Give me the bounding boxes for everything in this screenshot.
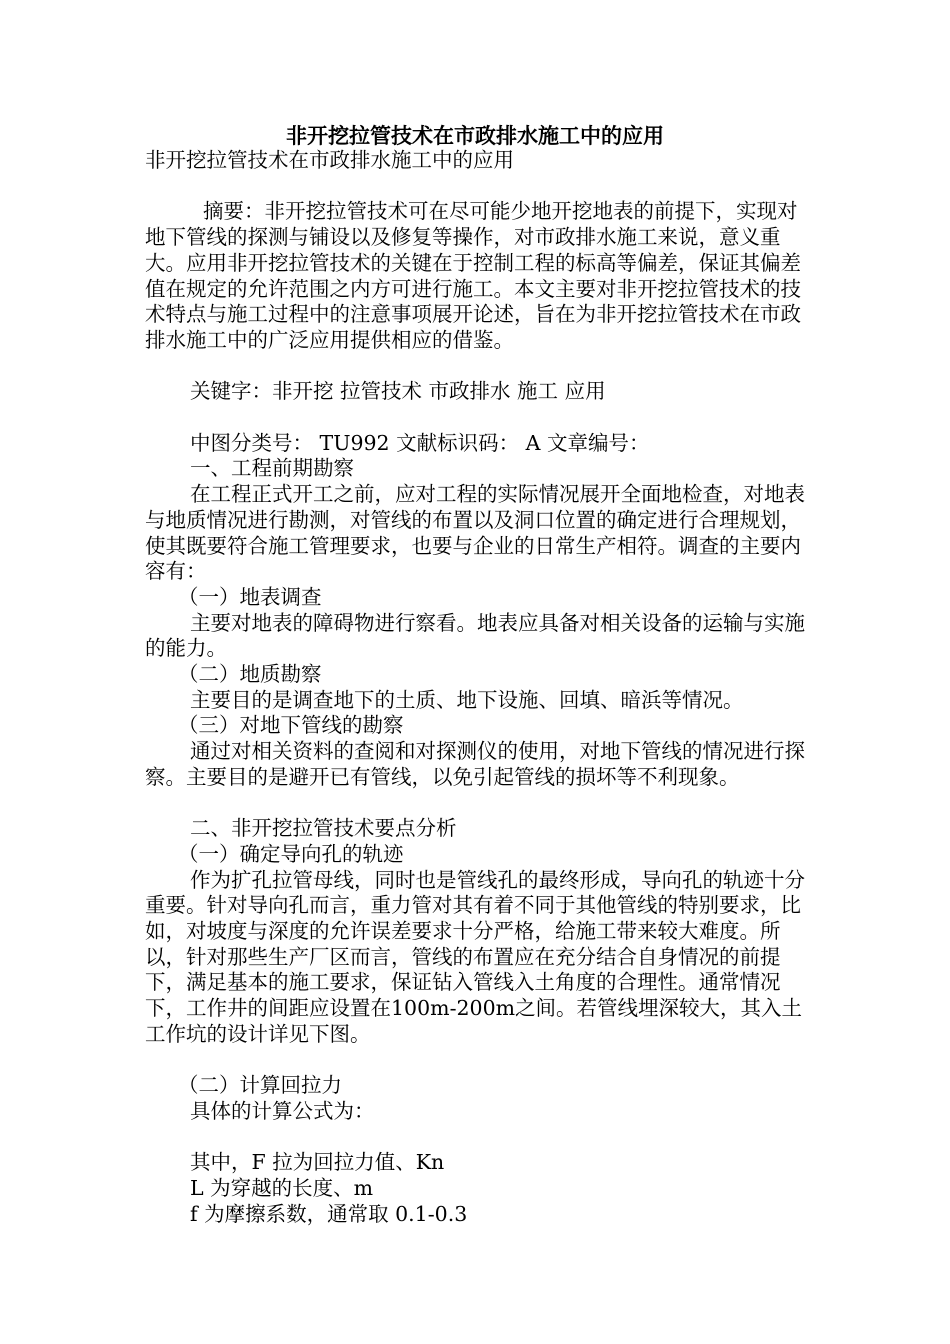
subsection-heading: （三）对地下管线的勘察 — [178, 713, 404, 738]
section-heading: 二、非开挖拉管技术要点分析 — [190, 816, 457, 841]
spacer — [145, 405, 805, 431]
subsection-heading: （一）确定导向孔的轨迹 — [178, 841, 404, 866]
subsection-heading: （二）计算回拉力 — [178, 1073, 342, 1098]
formula-note-line: f 为摩擦系数，通常取 0.1-0.3 — [190, 1201, 468, 1226]
body-paragraph: 通过对相关资料的查阅和对探测仪的使用，对地下管线的情况进行探察。主要目的是避开已有管线，以免引起管线的损坏等不利现象。 — [145, 739, 805, 789]
spacer — [145, 174, 805, 200]
body-paragraph: 在工程正式开工之前，应对工程的实际情况展开全面地检查，对地表与地质情况进行勘测，对管线的布置以及洞口位置的确定进行合理规划，使其既要符合施工管理要求，也要与企业的日常生产相符。调查的主要内容有： — [145, 482, 805, 584]
spacer — [145, 1048, 805, 1074]
body-paragraph: 主要目的是调查地下的土质、地下设施、回填、暗浜等情况。 — [190, 687, 744, 712]
subsection-heading: （二）地质勘察 — [178, 662, 322, 687]
formula-note-line: 其中，F 拉为回拉力值、Kn — [190, 1150, 445, 1175]
spacer — [145, 1125, 805, 1151]
document-subtitle: 非开挖拉管技术在市政排水施工中的应用 — [145, 148, 514, 172]
classification-line: 中图分类号： TU992 文献标识码： A 文章编号： — [190, 430, 650, 455]
body-paragraph: 具体的计算公式为： — [190, 1098, 375, 1123]
document-title: 非开挖拉管技术在市政排水施工中的应用 — [286, 123, 664, 148]
spacer — [145, 791, 805, 817]
spacer — [145, 354, 805, 380]
document-body — [145, 148, 805, 1227]
keywords-line: 关键字：非开挖 拉管技术 市政排水 施工 应用 — [190, 379, 606, 404]
body-paragraph: 主要对地表的障碍物进行察看。地表应具备对相关设备的运输与实施的能力。 — [145, 610, 805, 661]
abstract-paragraph: 摘要：非开挖拉管技术可在尽可能少地开挖地表的前提下，实现对地下管线的探测与铺设以及修复等操作，对市政排水施工来说，意义重大。应用非开挖拉管技术的关键在于控制工程的标高等偏差，保证其偏差值在规定的允许范围之内方可进行施工。本文主要对非开挖拉管技术的技术特点与施工过程中的注意事项展开论述，旨在为非开挖拉管技术在市政排水施工中的广泛应用提供相应的借鉴。 — [145, 199, 801, 352]
subsection-heading: （一）地表调查 — [178, 584, 322, 609]
formula-note-line: L 为穿越的长度、m — [190, 1176, 374, 1201]
section-heading: 一、工程前期勘察 — [190, 456, 354, 481]
body-paragraph: 作为扩孔拉管母线，同时也是管线孔的最终形成，导向孔的轨迹十分重要。针对导向孔而言，重力管对其有着不同于其他管线的特别要求，比如，对坡度与深度的允许误差要求十分严格，给施工带来较大难度。所以，针对那些生产厂区而言，管线的布置应在充分结合自身情况的前提下，满足基本的施工要求，保证钻入管线入土角度的合理性。通常情况下，工作井的间距应设置在100m-200m之间。若管线埋深较大，其入土工作坑的设计详见下图。 — [145, 867, 805, 1046]
